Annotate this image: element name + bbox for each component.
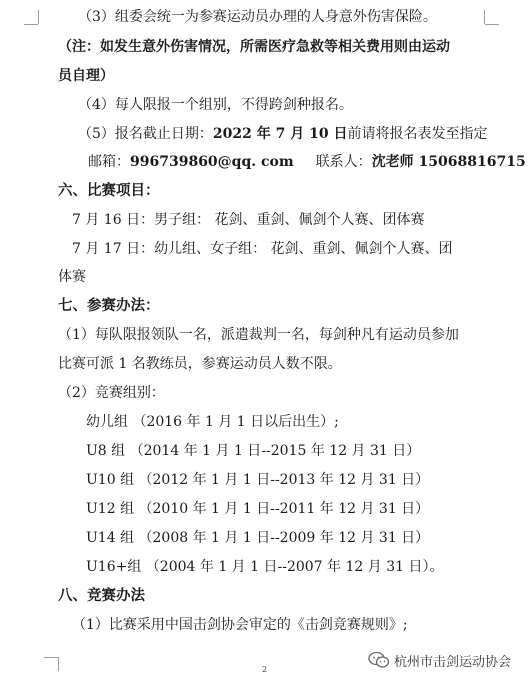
event-line: 7 月 17 日：幼儿组、女子组： 花剑、重剑、佩剑个人赛、团 bbox=[72, 241, 453, 257]
age-group-line: U10 组 （2012 年 1 月 1 日--2013 年 12 月 31 日） bbox=[86, 472, 430, 488]
contact-label: 联系人： bbox=[315, 154, 372, 170]
section-heading: 八、竞赛办法 bbox=[58, 588, 145, 604]
event-line: 7 月 16 日：男子组： 花剑、重剑、佩剑个人赛、团体赛 bbox=[72, 212, 425, 228]
paragraph: （1）比赛采用中国击剑协会审定的《击剑竞赛规则》; bbox=[72, 617, 408, 633]
crop-mark bbox=[44, 657, 58, 658]
email-address: 996739860@qq. com bbox=[130, 154, 294, 170]
event-line: 体赛 bbox=[58, 269, 86, 285]
age-group-line: U12 组 （2010 年 1 月 1 日--2011 年 12 月 31 日） bbox=[86, 501, 430, 517]
crop-mark bbox=[485, 24, 499, 25]
contact-paragraph bbox=[88, 151, 526, 173]
note-paragraph: （注：如发生意外伤害情况，所需医疗急救等相关费用则由运动 bbox=[58, 39, 450, 55]
deadline-text: 前请将报名表发至指定 bbox=[347, 126, 488, 142]
paragraph: 比赛可派 1 名教练员，参赛运动员人数不限。 bbox=[58, 356, 342, 372]
age-group-line: U14 组 （2008 年 1 月 1 日--2009 年 12 月 31 日） bbox=[86, 530, 430, 546]
watermark bbox=[368, 650, 511, 670]
paragraph: （4）每人限报一个组别，不得跨剑种报名。 bbox=[78, 97, 353, 113]
paragraph: （3）组委会统一为参赛运动员办理的人身意外伤害保险。 bbox=[78, 9, 437, 25]
contact-person: 沈老师 15068816715 bbox=[371, 154, 526, 170]
wechat-icon bbox=[368, 651, 390, 669]
age-group-line: U8 组 （2014 年 1 月 1 日--2015 年 12 月 31 日） bbox=[86, 443, 421, 459]
note-paragraph: 员自理） bbox=[58, 68, 114, 84]
paragraph: （2）竞赛组别： bbox=[58, 385, 165, 401]
section-heading: 七、参赛办法： bbox=[58, 298, 160, 314]
watermark-text: 杭州市击剑运动协会 bbox=[394, 654, 512, 670]
age-group-line: U16+组 （2004 年 1 月 1 日--2007 年 12 月 31 日）。 bbox=[86, 559, 444, 575]
deadline-date: 2022 年 7 月 10 日 bbox=[212, 126, 348, 142]
crop-mark bbox=[24, 24, 38, 25]
crop-mark bbox=[58, 657, 59, 671]
page-number: 2 bbox=[262, 665, 268, 674]
paragraph: （1）每队限报领队一名，派遣裁判一名，每剑种凡有运动员参加 bbox=[58, 327, 459, 343]
section-heading: 六、比赛项目： bbox=[58, 183, 160, 199]
crop-mark bbox=[484, 10, 485, 24]
deadline-paragraph bbox=[78, 123, 487, 145]
crop-mark bbox=[38, 10, 39, 24]
deadline-label: （5）报名截止日期： bbox=[78, 126, 213, 142]
age-group-line: 幼儿组 （2016 年 1 月 1 日以后出生）; bbox=[86, 414, 339, 430]
email-label: 邮箱： bbox=[88, 154, 130, 170]
